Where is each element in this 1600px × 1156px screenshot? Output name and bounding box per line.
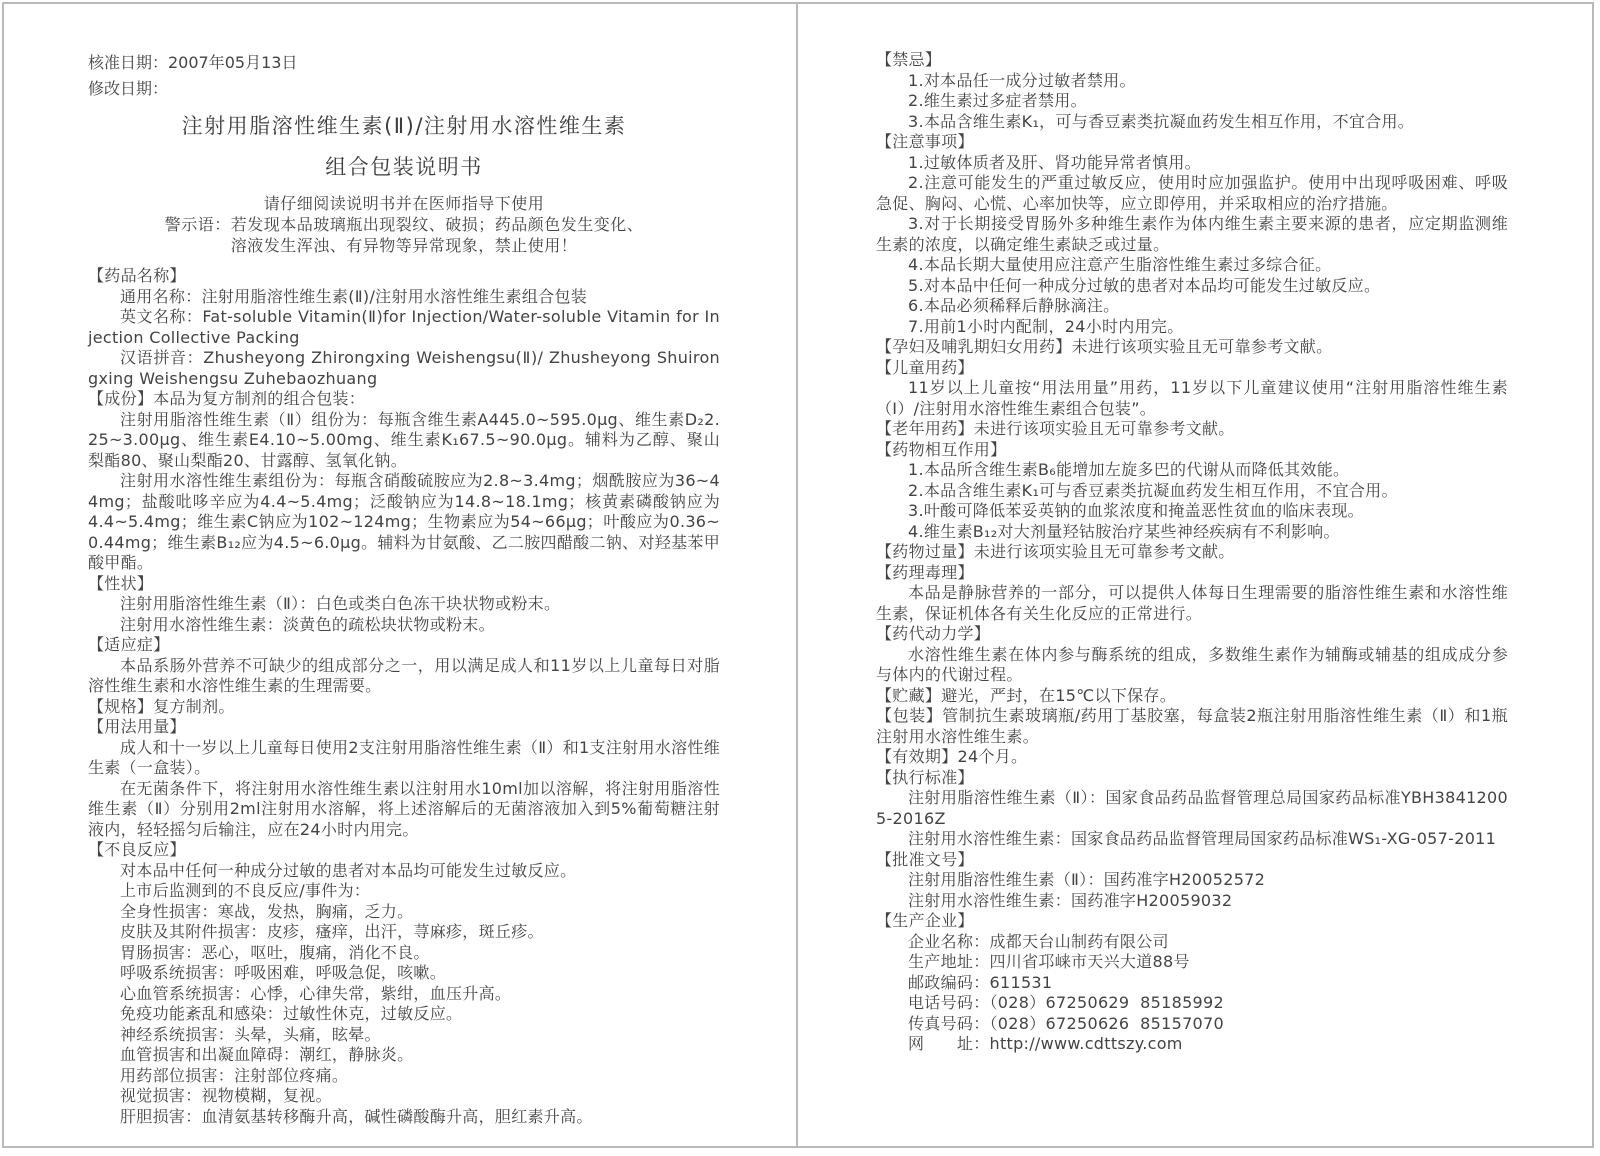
paragraph: 视觉损害：视物模糊，复视。 xyxy=(120,1086,332,1105)
section-heading: 【药品名称】 xyxy=(88,266,186,285)
section-heading: 【不良反应】 xyxy=(88,840,186,859)
paragraph: 电话号码：（028）67250629 85185992 xyxy=(908,993,1224,1012)
leaflet-sheet xyxy=(2,2,1594,1148)
paragraph: 在无菌条件下，将注射用水溶性维生素以注射用水10ml加以溶解，将注射用脂溶性维生素（Ⅱ）分别用2ml注射用水溶解，将上述溶解后的无菌溶液加入到5%葡萄糖注射液内，轻轻摇匀后输注，应在24小时内用完。 xyxy=(88,778,720,839)
section-heading: 【儿童用药】 xyxy=(876,357,974,377)
section-heading: 【用法用量】 xyxy=(88,717,186,736)
revision-date: 修改日期： xyxy=(88,79,169,98)
paragraph: 网 址：http://www.cdttszy.com xyxy=(908,1034,1183,1053)
paragraph: 水溶性维生素在体内参与酶系统的组成，多数维生素作为辅酶或辅基的组成成分参与体内的代谢过程。 xyxy=(876,644,1508,684)
paragraph: 注射用水溶性维生素组份为：每瓶含硝酸硫胺应为2.8~3.4mg；烟酰胺应为36~44mg；盐酸吡哆辛应为4.4~5.4mg；泛酸钠应为14.8~18.1mg；核黄素磷酸钠应为4.4~5.4mg；维生素C钠应为102~124mg；生物素应为54~66μg；叶酸应为0.36~0.44mg；维生素B₁₂应为4.5~6.0μg。辅料为甘氨酸、乙二胺四醋酸二钠、对羟基苯甲酸甲酯。 xyxy=(88,471,720,572)
section-heading: 【老年用药】未进行该项实验且无可靠参考文献。 xyxy=(876,419,1235,438)
paragraph: 1.过敏体质者及肝、肾功能异常者慎用。 xyxy=(908,152,1201,172)
paragraph: 3.对于长期接受胃肠外多种维生素作为体内维生素主要来源的患者，应定期监测维生素的浓度，以确定维生素缺乏或过量。 xyxy=(876,214,1508,254)
paragraph: 血管损害和出凝血障碍：潮红，静脉炎。 xyxy=(120,1045,414,1064)
left-sections xyxy=(88,266,720,1127)
paragraph: 皮肤及其附件损害：皮疹，瘙痒，出汗，荨麻疹，斑丘疹。 xyxy=(120,922,544,941)
paragraph: 2.本品含维生素K₁可与香豆素类抗凝血药发生相互作用，不宜合用。 xyxy=(908,480,1398,500)
paragraph: 英文名称：Fat-soluble Vitamin(Ⅱ)for Injection/Water-soluble Vitamin for Injection Collective Packing xyxy=(88,307,720,347)
paragraph: 3.叶酸可降低苯妥英钠的血浆浓度和掩盖恶性贫血的临床表现。 xyxy=(908,501,1364,520)
approval-date: 核准日期：2007年05月13日 xyxy=(88,53,298,72)
paragraph: 用药部位损害：注射部位疼痛。 xyxy=(120,1065,349,1085)
paragraph: 成人和十一岁以上儿童每日使用2支注射用脂溶性维生素（Ⅱ）和1支注射用水溶性维生素（一盒装）。 xyxy=(88,737,720,777)
paragraph: 注射用脂溶性维生素（Ⅱ）：国家食品药品监督管理总局国家药品标准YBH38412005-2016Z xyxy=(876,788,1508,828)
paragraph: 6.本品必须稀释后静脉滴注。 xyxy=(908,296,1120,315)
paragraph: 7.用前1小时内配制，24小时内用完。 xyxy=(908,316,1184,336)
paragraph: 上市后监测到的不良反应/事件为： xyxy=(120,881,371,900)
section-heading: 【执行标准】 xyxy=(876,767,974,787)
paragraph: 注射用脂溶性维生素（Ⅱ）：国药准字H20052572 xyxy=(908,870,1266,889)
warning-statement-line2: 溶液发生浑浊、有异物等异常现象，禁止使用！ xyxy=(230,236,578,255)
paragraph: 本品是静脉营养的一部分，可以提供人体每日生理需要的脂溶性维生素和水溶性维生素，保证机体各有关生化反应的正常进行。 xyxy=(876,583,1508,623)
page-left xyxy=(4,4,798,1146)
paragraph: 全身性损害：寒战，发热，胸痛，乏力。 xyxy=(120,901,414,921)
section-heading: 【有效期】24个月。 xyxy=(876,747,1028,766)
paragraph: 心血管系统损害：心悸，心律失常，紫绀，血压升高。 xyxy=(120,983,512,1003)
warning-statement-line1: 警示语：若发现本品玻璃瓶出现裂纹、破损；药品颜色发生变化、 xyxy=(164,215,644,234)
section-heading: 【适应症】 xyxy=(88,635,170,654)
paragraph: 汉语拼音：Zhusheyong Zhirongxing Weishengsu(Ⅱ)/ Zhusheyong Shuirongxing Weishengsu Zuhebaozhuang xyxy=(88,348,720,388)
paragraph: 注射用水溶性维生素：国家食品药品监督管理局国家药品标准WS₁-XG-057-2011 xyxy=(908,829,1497,848)
read-instruction-notice: 请仔细阅读说明书并在医师指导下使用 xyxy=(263,194,545,213)
section-heading: 【药代动力学】 xyxy=(876,624,991,643)
document-title-line2: 组合包装说明书 xyxy=(325,155,483,179)
paragraph: 注射用脂溶性维生素（Ⅱ）：白色或类白色冻干块状物或粉末。 xyxy=(120,594,561,613)
paragraph: 神经系统损害：头晕，头痛，眩晕。 xyxy=(120,1024,381,1044)
paragraph: 1.本品所含维生素B₆能增加左旋多巴的代谢从而降低其效能。 xyxy=(908,460,1350,479)
paragraph: 生产地址：四川省邛崃市天兴大道88号 xyxy=(908,952,1190,971)
page-right xyxy=(798,4,1592,1146)
paragraph: 本品系肠外营养不可缺少的组成部分之一，用以满足成人和11岁以上儿童每日对脂溶性维生素和水溶性维生素的生理需要。 xyxy=(88,655,720,695)
paragraph: 3.本品含维生素K₁，可与香豆素类抗凝血药发生相互作用，不宜合用。 xyxy=(908,111,1415,131)
paragraph: 呼吸系统损害：呼吸困难，呼吸急促，咳嗽。 xyxy=(120,963,447,982)
paragraph: 5.对本品中任何一种成分过敏的患者对本品均可能发生过敏反应。 xyxy=(908,275,1381,295)
section-heading: 【禁忌】 xyxy=(876,50,942,69)
paragraph: 对本品中任何一种成分过敏的患者对本品均可能发生过敏反应。 xyxy=(120,860,577,880)
paragraph: 注射用水溶性维生素：国药准字H20059032 xyxy=(908,890,1233,910)
section-heading: 【包装】管制抗生素玻璃瓶/药用丁基胶塞，每盒装2瓶注射用脂溶性维生素（Ⅱ）和1瓶注射用水溶性维生素。 xyxy=(876,706,1508,746)
paragraph: 4.本品长期大量使用应注意产生脂溶性维生素过多综合征。 xyxy=(908,255,1332,274)
paragraph: 邮政编码：611531 xyxy=(908,972,1053,992)
section-heading: 【药物过量】未进行该项实验且无可靠参考文献。 xyxy=(876,542,1235,561)
paragraph: 传真号码：（028）67250626 85157070 xyxy=(908,1013,1224,1033)
paragraph: 通用名称：注射用脂溶性维生素(Ⅱ)/注射用水溶性维生素组合包装 xyxy=(120,286,588,306)
section-heading: 【孕妇及哺乳期妇女用药】未进行该项实验且无可靠参考文献。 xyxy=(876,337,1333,356)
document-title-line1: 注射用脂溶性维生素(Ⅱ)/注射用水溶性维生素 xyxy=(181,114,627,138)
section-heading: 【生产企业】 xyxy=(876,911,974,930)
paragraph: 企业名称：成都天台山制药有限公司 xyxy=(908,931,1169,951)
paragraph: 注射用脂溶性维生素（Ⅱ）组份为：每瓶含维生素A445.0~595.0μg、维生素D₂2.25~3.00μg、维生素E4.10~5.00mg、维生素K₁67.5~90.0μg。辅料为乙醇、聚山梨酯80、聚山梨酯20、甘露醇、氢氧化钠。 xyxy=(88,409,720,470)
section-heading: 【药物相互作用】 xyxy=(876,439,1007,459)
paragraph: 胃肠损害：恶心，呕吐，腹痛，消化不良。 xyxy=(120,942,430,962)
section-heading: 【成份】本品为复方制剂的组合包装： xyxy=(88,389,366,408)
paragraph: 注射用水溶性维生素：淡黄色的疏松块状物或粉末。 xyxy=(120,614,495,634)
paragraph: 2.维生素过多症者禁用。 xyxy=(908,91,1087,110)
paragraph: 肝胆损害：血清氨基转移酶升高，碱性磷酸酶升高，胆红素升高。 xyxy=(120,1106,593,1126)
section-heading: 【规格】复方制剂。 xyxy=(88,696,235,716)
section-heading: 【性状】 xyxy=(88,573,154,593)
paragraph: 11岁以上儿童按“用法用量”用药，11岁以下儿童建议使用“注射用脂溶性维生素（Ⅰ）/注射用水溶性维生素组合包装”。 xyxy=(876,378,1508,418)
paragraph: 1.对本品任一成分过敏者禁用。 xyxy=(908,70,1136,90)
section-heading: 【注意事项】 xyxy=(876,132,974,151)
right-sections xyxy=(876,50,1508,1055)
section-heading: 【贮藏】避光，严封，在15℃以下保存。 xyxy=(876,685,1177,705)
section-heading: 【批准文号】 xyxy=(876,849,974,869)
section-heading: 【药理毒理】 xyxy=(876,562,974,582)
paragraph: 4.维生素B₁₂对大剂量羟钴胺治疗某些神经疾病有不利影响。 xyxy=(908,521,1340,541)
paragraph: 免疫功能紊乱和感染：过敏性休克，过敏反应。 xyxy=(120,1004,463,1023)
paragraph: 2.注意可能发生的严重过敏反应，使用时应加强监护。使用中出现呼吸困难、呼吸急促、胸闷、心慌、心率加快等，应立即停用，并采取相应的治疗措施。 xyxy=(876,173,1508,213)
